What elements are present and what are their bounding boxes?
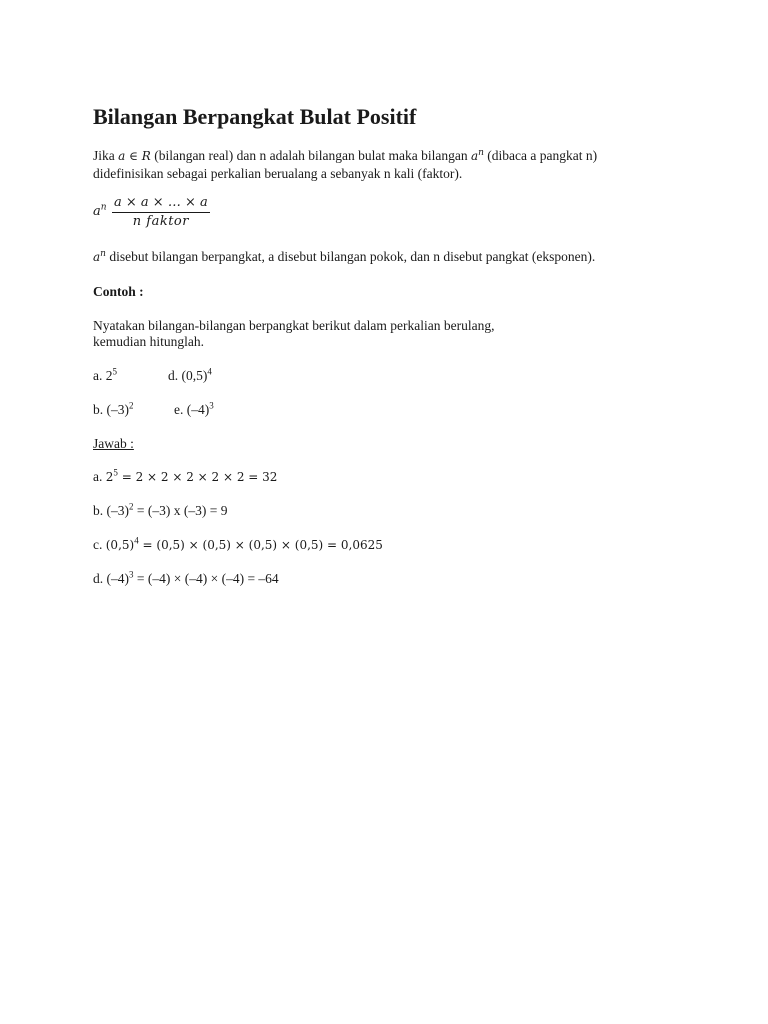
item-d: d. $(0,5)^4$ — [168, 366, 212, 383]
answer-a: a. $2^5 = 2 \times 2 \times 2 \times 2 \times 2 = 32$ — [93, 467, 278, 484]
formula-numerator: a × a × … × a — [112, 194, 210, 213]
intro-line-2: didefinisikan sebagai perkalian berualang a sebanyak n kali (faktor). — [93, 166, 463, 181]
formula-denominator: n faktor — [132, 214, 189, 229]
definition-line — [93, 248, 595, 266]
jawab-heading: Jawab : — [93, 436, 134, 451]
page-title: Bilangan Berpangkat Bulat Positif — [93, 104, 417, 129]
contoh-heading: Contoh : — [93, 284, 144, 299]
math-a-power-n-def: $a^n$ — [93, 249, 106, 264]
answer-c: c. $(0,5)^4 = (0,5) \times (0,5) \times (0,5) \times (0,5) = 0,0625$ — [93, 535, 383, 552]
question-line-1: Nyatakan bilangan-bilangan berpangkat berikut dalam perkalian berulang, — [93, 318, 495, 333]
formula-lhs: $a^n$ — [93, 202, 107, 219]
math-a-power-n: $a^n$ — [470, 148, 484, 163]
item-e: e. $(-4)^3$ — [174, 400, 214, 417]
intro-text-a: Jika — [93, 148, 119, 163]
answer-b: b. $(-3)^2 = (-3)$ x (–3) = 9 — [93, 501, 228, 518]
intro-line-1 — [93, 147, 597, 165]
answer-d: d. $(-4)^3 = (-4) \times (-4) \times (-4) = -64$ — [93, 569, 279, 586]
item-b: b. $(-3)^2$ — [93, 400, 134, 417]
intro-text-c: (dibaca a pangkat n) — [483, 148, 598, 163]
definition-text: disebut bilangan berpangkat, a disebut bilangan pokok, dan n disebut pangkat (eksponen). — [105, 249, 596, 264]
question-line-2: kemudian hitunglah. — [93, 334, 204, 349]
item-a: a. $2^5$ — [93, 366, 117, 383]
intro-text-b: (bilangan real) dan n adalah bilangan bulat maka bilangan — [150, 148, 471, 163]
formula-fraction — [112, 194, 210, 231]
math-a-in-r: a ∈ R — [118, 149, 151, 163]
